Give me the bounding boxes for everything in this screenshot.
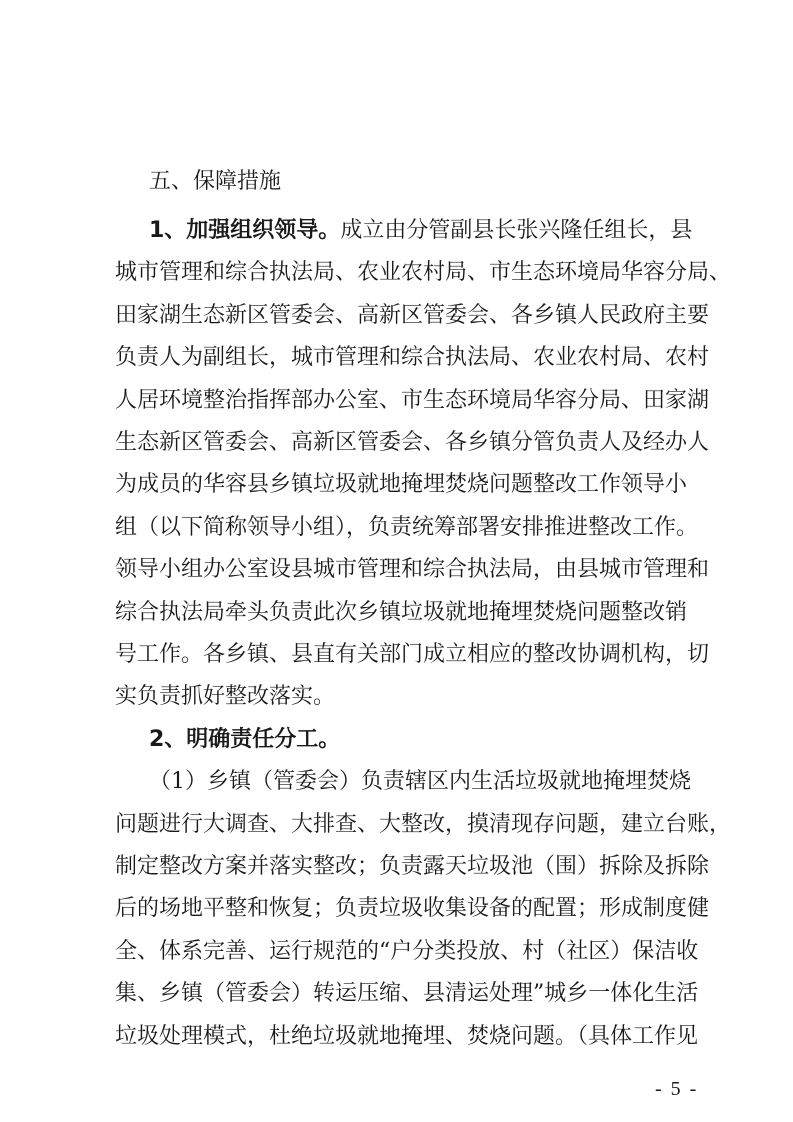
line-text: 实负责抓好整改落实。 [115, 684, 336, 709]
line-text: 领导小组办公室设县城市管理和综合执法局，由县城市管理和 [115, 557, 710, 582]
line-text: 田家湖生态新区管委会、高新区管委会、各乡镇人民政府主要 [115, 303, 710, 328]
section-heading [149, 167, 684, 197]
line-text: 城市管理和综合执法局、农业农村局、市生态环境局华容分局、 [115, 260, 732, 285]
line-text: 号工作。各乡镇、县直有关部门成立相应的整改协调机构，切 [115, 642, 710, 667]
text-line [115, 979, 699, 1009]
line-text: 组（以下简称领导小组），负责统筹部署安排推进整改工作。 [115, 515, 699, 540]
line-text: 人居环境整治指挥部办公室、市生态环境局华容分局、田家湖 [115, 388, 710, 413]
line-text: 集、乡镇（管委会）转运压缩、县清运处理”城乡一体化生活 [115, 981, 699, 1006]
text-line [115, 428, 710, 458]
line-text: 问题进行大调查、大排查、大整改，摸清现存问题，建立台账， [115, 812, 732, 837]
page-number: - 5 - [655, 1078, 699, 1100]
text-line [115, 1022, 699, 1052]
text-line [115, 513, 699, 543]
line-text: 全、体系完善、运行规范的“户分类投放、村（社区）保洁收 [115, 939, 699, 964]
text-line [115, 555, 710, 585]
text-line [115, 386, 710, 416]
line-text: 生态新区管委会、高新区管委会、各乡镇分管负责人及经办人 [115, 430, 710, 455]
line-text: 成立由分管副县长张兴隆任组长，县 [340, 218, 693, 243]
text-line [115, 470, 688, 500]
line-text: 垃圾处理模式，杜绝垃圾就地掩埋、焚烧问题。（具体工作见 [115, 1024, 699, 1049]
text-line [115, 937, 699, 967]
line-text: 为成员的华容县乡镇垃圾就地掩埋焚烧问题整改工作领导小 [115, 472, 688, 497]
text-line [115, 258, 732, 288]
text-line [149, 725, 684, 755]
line-text: 综合执法局牵头负责此次乡镇垃圾就地掩埋焚烧问题整改销 [115, 600, 688, 625]
line-text: 五、保障措施 [149, 169, 282, 194]
text-line [149, 767, 691, 797]
text-line [115, 852, 710, 882]
line-text: 后的场地平整和恢复；负责垃圾收集设备的配置；形成制度健 [115, 896, 710, 921]
line-text: 制定整改方案并落实整改；负责露天垃圾池（围）拆除及拆除 [115, 854, 710, 879]
text-line [115, 640, 710, 670]
text-line [115, 301, 710, 331]
bold-subheading: 2、明确责任分工。 [149, 727, 341, 752]
bold-subheading: 1、加强组织领导。 [149, 218, 341, 243]
text-line [149, 216, 693, 246]
text-line [115, 810, 732, 840]
line-text: 负责人为副组长，城市管理和综合执法局、农业农村局、农村 [115, 345, 710, 370]
text-line [115, 682, 684, 712]
text-line [115, 894, 710, 924]
text-line [115, 343, 710, 373]
line-text: （1）乡镇（管委会）负责辖区内生活垃圾就地掩埋焚烧 [149, 769, 691, 794]
text-line [115, 598, 688, 628]
